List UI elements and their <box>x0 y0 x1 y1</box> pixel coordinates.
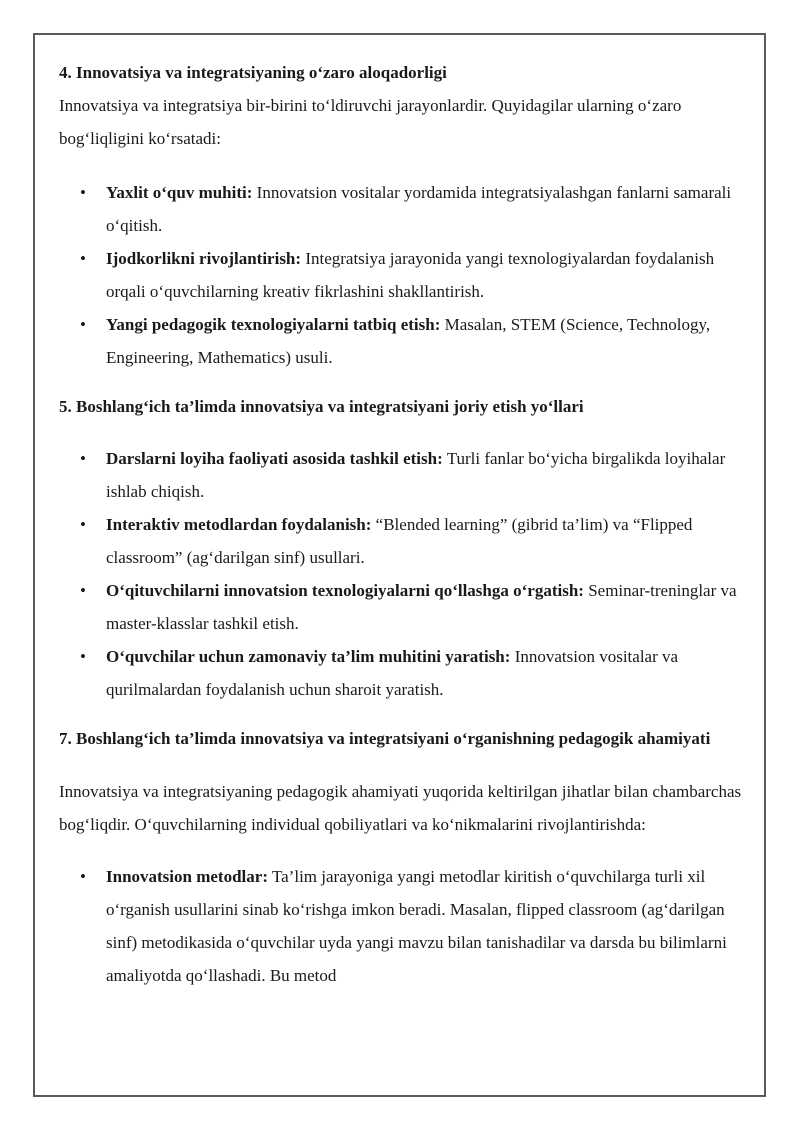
item-lead: Yaxlit o‘quv muhiti: <box>106 183 253 202</box>
bullet-icon: • <box>80 249 86 268</box>
section-4-list <box>59 176 749 374</box>
list-item <box>59 442 749 508</box>
list-item <box>59 242 749 308</box>
list-item <box>59 640 749 706</box>
item-lead: O‘quvchilar uchun zamonaviy ta’lim muhitini yaratish: <box>106 647 511 666</box>
list-item <box>59 574 749 640</box>
bullet-icon: • <box>80 581 86 600</box>
item-lead: Interaktiv metodlardan foydalanish: <box>106 515 372 534</box>
item-text: Ta’lim jarayoniga yangi metodlar kiritish o‘quvchilarga turli xil o‘rganish usullarini sinab ko‘rishga imkon beradi. Masalan, flipped classroom (ag‘darilgan sinf) metodikasida o‘quvchilar uyda yangi mavzu bilan tanishadilar va darsda bu bilimlarni amaliyotda qo‘llashadi. Bu metod <box>106 867 727 985</box>
item-text: Masalan, STEM (Science, Technology, Engineering, Mathematics) usuli. <box>106 315 711 367</box>
item-text: Innovatsion vositalar va qurilmalardan foydalanish uchun sharoit yaratish. <box>106 647 679 699</box>
item-text: Turli fanlar bo‘yicha birgalikda loyihalar ishlab chiqish. <box>106 449 726 501</box>
list-item <box>59 308 749 374</box>
item-lead: Yangi pedagogik texnologiyalarni tatbiq etish: <box>106 315 441 334</box>
item-lead: Ijodkorlikni rivojlantirish: <box>106 249 302 268</box>
section-4-heading: 4. Innovatsiya va integratsiyaning o‘zaro aloqadorligi <box>59 63 447 82</box>
list-item <box>59 860 749 992</box>
section-7-list <box>59 860 749 992</box>
bullet-icon: • <box>80 867 86 886</box>
section-7-intro: Innovatsiya va integratsiyaning pedagogik ahamiyati yuqorida keltirilgan jihatlar bilan chambarchas bog‘liqdir. O‘quvchilarning individual qobiliyatlari va ko‘nikmalarini rivojlantirishda: <box>59 782 742 834</box>
bullet-icon: • <box>80 183 86 202</box>
item-text: “Blended learning” (gibrid ta’lim) va “Flipped classroom” (ag‘darilgan sinf) usullari. <box>106 515 693 567</box>
bullet-icon: • <box>80 647 86 666</box>
section-4-intro: Innovatsiya va integratsiya bir-birini to‘ldiruvchi jarayonlardir. Quyidagilar ularning o‘zaro bog‘liqligini ko‘rsatadi: <box>59 96 682 148</box>
item-text: Seminar-treninglar va master-klasslar tashkil etish. <box>106 581 737 633</box>
list-item <box>59 176 749 242</box>
item-lead: O‘qituvchilarni innovatsion texnologiyalarni qo‘llashga o‘rgatish: <box>106 581 584 600</box>
item-lead: Innovatsion metodlar: <box>106 867 268 886</box>
item-lead: Darslarni loyiha faoliyati asosida tashkil etish: <box>106 449 443 468</box>
bullet-icon: • <box>80 449 86 468</box>
section-7-heading: 7. Boshlang‘ich ta’limda innovatsiya va integratsiyani o‘rganishning pedagogik ahamiyati <box>59 729 711 748</box>
item-text: Integratsiya jarayonida yangi texnologiyalardan foydalanish orqali o‘quvchilarning kreativ fikrlashini shakllantirish. <box>106 249 715 301</box>
document-body <box>59 56 749 992</box>
list-item <box>59 508 749 574</box>
section-5-heading: 5. Boshlang‘ich ta’limda innovatsiya va integratsiyani joriy etish yo‘llari <box>59 397 584 416</box>
item-text: Innovatsion vositalar yordamida integratsiyalashgan fanlarni samarali o‘qitish. <box>106 183 732 235</box>
section-5-list <box>59 442 749 706</box>
bullet-icon: • <box>80 515 86 534</box>
bullet-icon: • <box>80 315 86 334</box>
